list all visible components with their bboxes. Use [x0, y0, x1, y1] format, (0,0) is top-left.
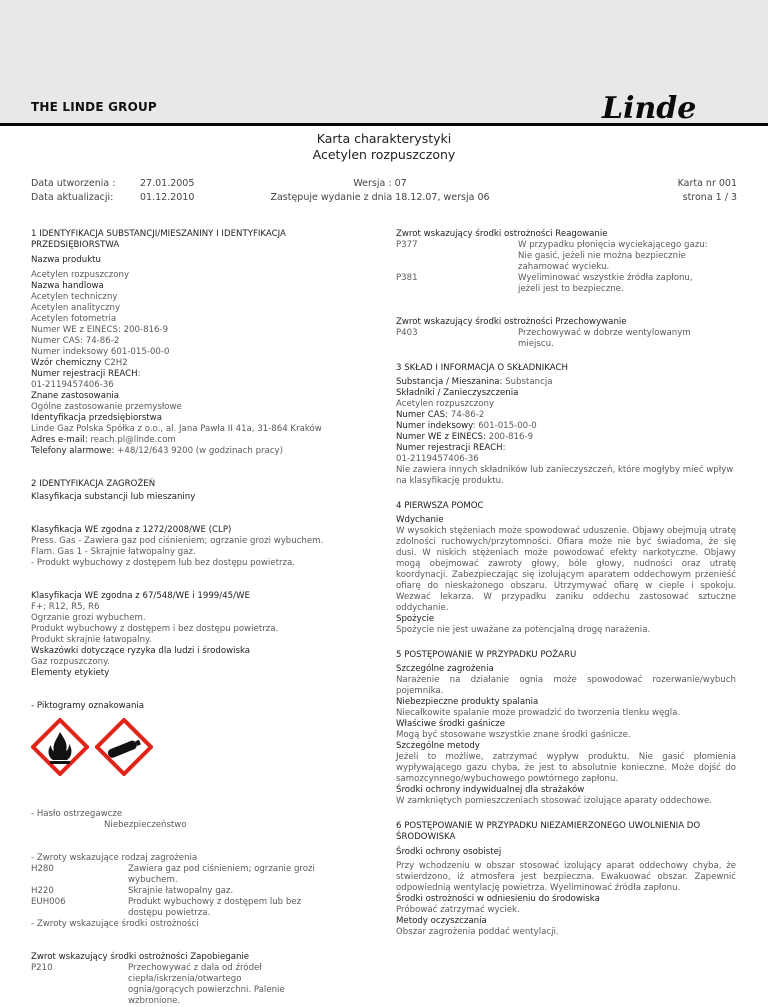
- ec-number: Numer WE z EINECS: 200-816-9: [31, 325, 169, 335]
- precautionary-heading: - Zwroty wskazujące środki ostrożności: [31, 919, 199, 929]
- prevention-heading: Zwrot wskazujący środki ostrożności Zapobieganie: [31, 952, 250, 962]
- impurities-note: Nie zawiera innych składników lub zanieczyszczeń, które mogłyby mieć wpływ na klasyfikację produktu.: [396, 465, 734, 486]
- clp-line: Press. Gas - Zawiera gaz pod ciśnieniem; ogrzanie grozi wybuchem.: [31, 536, 324, 546]
- header-divider: [0, 123, 768, 126]
- hazard-statement: H220 Skrajnie łatwopalny gaz.: [31, 886, 234, 896]
- svg-text:Linde: Linde: [602, 91, 697, 123]
- reach-number: 01-2119457406-36: [31, 380, 114, 390]
- directive-line: Produkt wybuchowy z dostępem i bez dostępu powietrza.: [31, 624, 279, 634]
- company-heading: Identyfikacja przedsiębiorstwa: [31, 413, 162, 423]
- firefighters-text: W zamkniętych pomieszczeniach stosować izolujące aparaty oddechowe.: [396, 796, 712, 806]
- section-1-title-cont: PRZEDSIĘBIORSTWA: [31, 240, 120, 250]
- trade-name: Acetylen techniczny: [31, 292, 118, 302]
- classification-heading: Klasyfikacja substancji lub mieszaniny: [31, 492, 196, 502]
- index-value: : 601-015-00-0: [472, 421, 537, 431]
- risk-heading: Wskazówki dotyczące ryzyka dla ludzi i środowiska: [31, 646, 251, 656]
- hazard-statement-cont: wybuchem.: [128, 875, 178, 885]
- cas-value: 74-86-2: [448, 410, 485, 420]
- hazard-statement-cont: dostępu powietrza.: [128, 908, 211, 918]
- precautionary-statement: P377 W przypadku płonięcia wyciekającego gazu:: [396, 240, 708, 250]
- methods-text: Jeżeli to możliwe, zatrzymać wypływ produktu. Nie gasić płomienia wypływającego gazu chyba, że jest to absolutnie konieczne. Może dojść do samozcynnego/wybuchowego powtórnego zapłonu.: [396, 752, 736, 784]
- phone-label: Telefony alarmowe:: [31, 446, 115, 456]
- trade-name-heading: Nazwa handlowa: [31, 281, 104, 291]
- directive-heading: Klasyfikacja WE zgodna z 67/548/WE i 1999/45/WE: [31, 591, 250, 601]
- document-title: Karta charakterystyki: [316, 131, 452, 146]
- uses-heading: Znane zastosowania: [31, 391, 120, 401]
- section-4-title: 4 PIERWSZA POMOC: [396, 501, 484, 511]
- personal-heading: Środki ochrony osobistej: [396, 847, 502, 857]
- clp-line: - Produkt wybuchowy z dostępem lub bez dostępu powietrza.: [31, 558, 295, 568]
- extinguishing-heading: Właściwe środki gaśnicze: [396, 719, 506, 729]
- clp-heading: Klasyfikacja WE zgodna z 1272/2008/WE (CLP): [31, 525, 232, 535]
- formula-value: C2H2: [101, 358, 128, 368]
- ec-label: Numer WE z EINECS:: [396, 432, 486, 442]
- section-2-title: 2 IDENTYFIKACJA ZAGROŻEŃ: [31, 479, 156, 489]
- storage-heading: Zwrot wskazujący środki ostrożności Przechowywanie: [396, 317, 627, 327]
- label-elements-heading: Elementy etykiety: [31, 668, 110, 678]
- component: Acetylen rozpuszczony: [396, 399, 495, 409]
- hazard-statement: H280 Zawiera gaz pod ciśnieniem; ogrzanie grozi: [31, 864, 315, 874]
- directive-line: Ogrzanie grozi wybuchem.: [31, 613, 146, 623]
- reach-label: Numer rejestracji REACH: [31, 369, 138, 379]
- index-number: Numer indeksowy 601-015-00-0: [31, 347, 170, 357]
- special-hazards-text: Narażenie na działanie ognia może spowodować rozerwanie/wybuch pojemnika.: [396, 675, 736, 696]
- cas-label: Numer CAS:: [396, 410, 449, 420]
- version: Wersja : 07: [353, 178, 407, 189]
- group-name: THE LINDE GROUP: [31, 100, 157, 114]
- hazard-statement: EUH006 Produkt wybuchowy z dostępem lub bez: [31, 897, 302, 907]
- substance-label: Substancja / Mieszanina:: [396, 377, 503, 387]
- section-1-title: 1 IDENTYFIKACJA SUBSTANCJI/MIESZANINY I IDENTYFIKACJA: [31, 229, 286, 239]
- inhalation-text: W wysokich stężeniach może spowodować uduszenie. Objawy obejmują utratę zdolności ruchowych/przytomności. Ofiara może nie być świadoma, że się dusi. W niskich stężeniach może powodować efekty narkotyczne. Objawy mogą obejmować zawroty głowy, bóle głowy, nudności oraz utratę koordynacji. Zabezpieczając się izolującym aparatem oddechowym przenieść ofiarę do nieskażonego obszaru. Utrzymywać ofiarę w cieple i spokoju. Wezwać lekarza. W przypadku zaniku oddechu zastosować sztuczne oddychanie.: [396, 526, 736, 613]
- created-label: Data utworzenia :: [31, 178, 116, 189]
- directive-line: F+; R12, R5, R6: [31, 602, 100, 612]
- formula-label: Wzór chemiczny: [31, 358, 102, 368]
- gas-cylinder-pictogram-icon: [95, 718, 153, 776]
- signal-word: Niebezpieczeństwo: [104, 820, 187, 830]
- personal-text: Przy wchodzeniu w obszar stosować izolujący aparat oddechowy chyba, że stwierdzono, iż atmosfera jest bezpieczna. Ewakuować obszar. Zapewnić odpowiednią wentylację powietrza. Wyeliminować źródła zapłonu.: [396, 861, 736, 893]
- pictograms: [31, 718, 389, 776]
- environment-text: Próbować zatrzymać wyciek.: [396, 905, 520, 915]
- section-6-title-cont: ŚRODOWISKA: [396, 832, 456, 842]
- created-date: 27.01.2005: [140, 178, 195, 189]
- clp-line: Flam. Gas 1 - Skrajnie łatwopalny gaz.: [31, 547, 196, 557]
- updated-date: 01.12.2010: [140, 192, 195, 203]
- cas-number: Numer CAS: 74-86-2: [31, 336, 120, 346]
- special-hazards-heading: Szczególne zagrożenia: [396, 664, 494, 674]
- reach-number: 01-2119457406-36: [396, 454, 479, 464]
- reach-label: Numer rejestracji REACH: [396, 443, 503, 453]
- extinguishing-text: Mogą być stosowane wszystkie znane środki gaśnicze.: [396, 730, 631, 740]
- uses: Ogólne zastosowanie przemysłowe: [31, 402, 182, 412]
- methods-heading: Szczególne metody: [396, 741, 480, 751]
- email-label: Adres e-mail:: [31, 435, 88, 445]
- page-number: strona 1 / 3: [682, 192, 737, 203]
- cleanup-text: Obszar zagrożenia poddać wentylacji.: [396, 927, 559, 937]
- environment-heading: Środki ostrożności w odniesieniu do środowiska: [396, 894, 600, 904]
- combustion-text: Niecałkowite spalanie może prowadzić do tworzenia tlenku węgla.: [396, 708, 681, 718]
- card-number: Karta nr 001: [677, 178, 737, 189]
- directive-line: Produkt skrajnie łatwopalny.: [31, 635, 152, 645]
- right-column: Zwrot wskazujący środki ostrożności Reagowanie P377 W przypadku płonięcia wyciekającego gazu: Nie gasić, jeżeli nie można bezpiecznie zahamować wycieku. P381 Wyeliminować wszystkie źródła zapłonu, jeżeli jest to bezpieczne. Zwrot wskazujący środki ostrożności Przechowywanie P403 Przechowywać w dobrze wentylowanym miejscu. 3 SKŁAD I INFORMACJA O SKŁADNIKACH Substancja / Mieszanina: Substancja Składniki / Zanieczyszczenia Acetylen rozpuszczony Numer CAS: 74-86-2 Numer indeksowy: 601-015-00-0 Numer WE z EINECS: 200-816-9 Numer rejestracji REACH: 01-2119457406-36 Nie zawiera innych składników lub zanieczyszczeń, które mogłyby mieć wpływ na klasyfikację produktu. 4 PIERWSZA POMOC Wdychanie W wysokich stężeniach może spowodować uduszenie. Objawy obejmują utratę zdolności ruchowych/przytomności. Ofiara może nie być świadoma, że się dusi. W niskich stężeniach może powodować efekty narkotyczne. Objawy mogą obejmować zawroty głowy, bóle głowy, nudności oraz utratę koordynacji. Zabezpieczając się izolującym aparatem oddechowym przenieść ofiarę do nieskażonego obszaru. Utrzymywać ofiarę w cieple i spokoju. Wezwać lekarza. W przypadku zaniku oddechu zastosować sztuczne oddychanie. Spożycie Spożycie nie jest uważane za potencjalną drogę narażenia. 5 POSTĘPOWANIE W PRZYPADKU POŻARU Szczególne zagrożenia Narażenie na działanie ognia może spowodować rozerwanie/wybuch pojemnika. Niebezpieczne produkty spalania Niecałkowite spalanie może prowadzić do tworzenia tlenku węgla. Właściwe środki gaśnicze Mogą być stosowane wszystkie znane środki gaśnicze. Szczególne metody Jeżeli to możliwe, zatrzymać wypływ produktu. Nie gasić płomienia wypływającego gazu chyba, że jest to absolutnie konieczne. Może dojść do samozcynnego/wybuchowego powtórnego zapłonu. Środki ochrony indywidualnej dla strażaków W zamkniętych pomieszczeniach stosować izolujące aparaty oddechowe. 6 POSTĘPOWANIE W PRZYPADKU NIEZAMIERZONEGO UWOLNIENIA DO ŚRODOWISKA Środki ochrony osobistej Przy wchodzeniu w obszar stosować izolujący aparat oddechowy chyba, że stwierdzono, iż atmosfera jest bezpieczna. Ewakuować obszar. Zapewnić odpowiednią wentylację powietrza. Wyeliminować źródła zapłonu. Środki ostrożności w odniesieniu do środowiska Próbować zatrzymać wyciek. Metody oczyszczania Obszar zagrożenia poddać wentylacji.: [396, 229, 736, 937]
- phone-value: +48/12/643 9200 (w godzinach pracy): [114, 446, 283, 456]
- document-subtitle: Acetylen rozpuszczony: [312, 147, 456, 162]
- linde-logo: [598, 91, 738, 123]
- firefighters-heading: Środki ochrony indywidualnej dla strażaków: [396, 785, 585, 795]
- section-6-title: 6 POSTĘPOWANIE W PRZYPADKU NIEZAMIERZONEGO UWOLNIENIA DO: [396, 821, 701, 831]
- company-address: Linde Gaz Polska Spółka z o.o., al. Jana Pawła II 41a, 31-864 Kraków: [31, 424, 322, 434]
- pictograms-heading: - Piktogramy oznakowania: [31, 701, 145, 711]
- product-name: Acetylen rozpuszczony: [31, 270, 130, 280]
- product-name-heading: Nazwa produktu: [31, 255, 101, 265]
- trade-name: Acetylen analityczny: [31, 303, 121, 313]
- ec-value: 200-816-9: [485, 432, 534, 442]
- signal-word-heading: - Hasło ostrzegawcze: [31, 809, 123, 819]
- hazard-statements-heading: - Zwroty wskazujące rodzaj zagrożenia: [31, 853, 198, 863]
- section-5-title: 5 POSTĘPOWANIE W PRZYPADKU POŻARU: [396, 650, 577, 660]
- risk-text: Gaz rozpuszczony.: [31, 657, 110, 667]
- email-value: reach.pl@linde.com: [87, 435, 176, 445]
- components-heading: Składniki / Zanieczyszczenia: [396, 388, 519, 398]
- precautionary-statement: P381 Wyeliminować wszystkie źródła zapłonu,: [396, 273, 693, 283]
- cleanup-heading: Metody oczyszczania: [396, 916, 487, 926]
- updated-label: Data aktualizacji:: [31, 192, 114, 203]
- replaces: Zastępuje wydanie z dnia 18.12.07, wersja 06: [270, 192, 490, 203]
- response-heading: Zwrot wskazujący środki ostrożności Reagowanie: [396, 229, 608, 239]
- substance-value: Substancja: [502, 377, 553, 387]
- inhalation-heading: Wdychanie: [396, 515, 444, 525]
- section-3-title: 3 SKŁAD I INFORMACJA O SKŁADNIKACH: [396, 363, 568, 373]
- reach-colon: :: [137, 369, 141, 379]
- reach-colon: :: [502, 443, 506, 453]
- flame-pictogram-icon: [31, 718, 89, 776]
- index-label: Numer indeksowy: [396, 421, 473, 431]
- combustion-heading: Niebezpieczne produkty spalania: [396, 697, 539, 707]
- precautionary-statement: P403 Przechowywać w dobrze wentylowanym: [396, 328, 691, 338]
- trade-name: Acetylen fotometria: [31, 314, 117, 324]
- left-column: 1 IDENTYFIKACJA SUBSTANCJI/MIESZANINY I IDENTYFIKACJA PRZEDSIĘBIORSTWA Nazwa produktu Acetylen rozpuszczony Nazwa handlowa Acetylen techniczny Acetylen analityczny Acetylen fotometria Numer WE z EINECS: 200-816-9 Numer CAS: 74-86-2 Numer indeksowy 601-015-00-0 Wzór chemiczny C2H2 Numer rejestracji REACH: 01-2119457406-36 Znane zastosowania Ogólne zastosowanie przemysłowe Identyfikacja przedsiębiorstwa Linde Gaz Polska Spółka z o.o., al. Jana Pawła II 41a, 31-864 Kraków Adres e-mail: reach.pl@linde.com Telefony alarmowe: +48/12/643 9200 (w godzinach pracy) 2 IDENTYFIKACJA ZAGROŻEŃ Klasyfikacja substancji lub mieszaniny Klasyfikacja WE zgodna z 1272/2008/WE (CLP) Press. Gas - Zawiera gaz pod ciśnieniem; ogrzanie grozi wybuchem. Flam. Gas 1 - Skrajnie łatwopalny gaz. - Produkt wybuchowy z dostępem lub bez dostępu powietrza. Klasyfikacja WE zgodna z 67/548/WE i 1999/45/WE F+; R12, R5, R6 Ogrzanie grozi wybuchem. Produkt wybuchowy z dostępem i bez dostępu powietrza. Produkt skrajnie łatwopalny. Wskazówki dotyczące ryzyka dla ludzi i środowiska Gaz rozpuszczony. Elementy etykiety - Piktogramy oznakowania - Hasło ostrzegawcze Niebezpieczeństwo - Zwroty wskazujące rodzaj zagrożenia H280 Zawiera gaz pod ciśnieniem; ogrzanie grozi wybuchem. H220 Skrajnie łatwopalny gaz. EUH006 Produkt wybuchowy z dostępem lub bez dostępu powietrza. - Zwroty wskazujące środki ostrożności Zwrot wskazujący środki ostrożności Zapobieganie P210 Przechowywać z dala od źródeł ciepła/iskrzenia/otwartego ognia/gorących powierzchni. Palenie wzbronione.: [31, 229, 389, 1007]
- ingestion-text: Spożycie nie jest uważane za potencjalną drogę narażenia.: [396, 625, 651, 635]
- precautionary-statement: P210 Przechowywać z dala od źródeł: [31, 963, 262, 973]
- ingestion-heading: Spożycie: [396, 614, 435, 624]
